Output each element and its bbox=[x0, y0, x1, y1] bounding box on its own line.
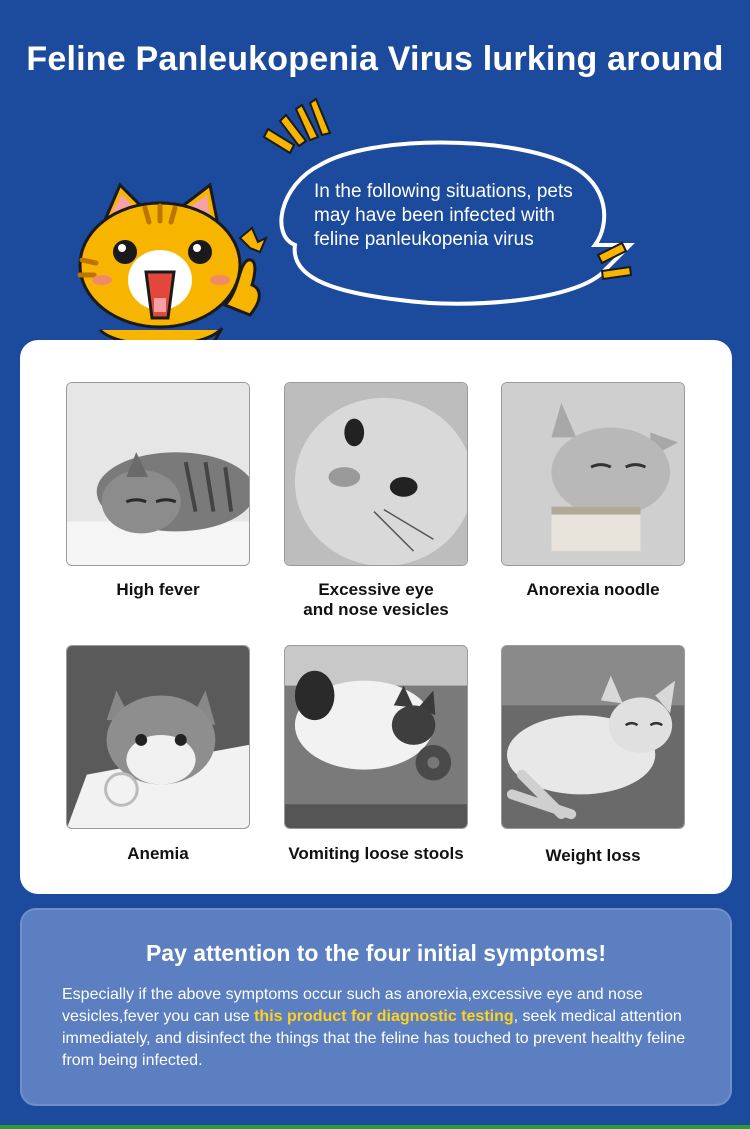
symptom-label: Excessive eye and nose vesicles bbox=[303, 580, 449, 619]
weight-loss-cat-photo bbox=[501, 645, 685, 829]
diagnostic-testing-highlight: this product for diagnostic testing bbox=[254, 1008, 514, 1025]
footer-divider bbox=[0, 1125, 750, 1129]
symptom-label: Weight loss bbox=[545, 846, 641, 865]
bubble-text: In the following situations, pets may have been infected with feline panleukopenia virus bbox=[314, 181, 573, 250]
symptom-label: Anemia bbox=[127, 844, 189, 863]
notice-title: Pay attention to the four initial symptoms! bbox=[145, 940, 607, 966]
symptom-label: Vomiting loose stools bbox=[288, 844, 464, 863]
symptoms-card bbox=[20, 340, 732, 894]
eye-nose-cat-photo bbox=[284, 382, 468, 566]
notice-text: , seek medical attention immediately, and disinfect the things that the feline has touched to prevent healthy feline from being infected. bbox=[62, 1008, 686, 1069]
headline: Feline Panleukopenia Virus lurking around bbox=[26, 40, 724, 78]
high-fever-cat-photo bbox=[66, 382, 250, 566]
anorexia-cat-photo bbox=[501, 382, 685, 566]
notice-panel bbox=[20, 908, 732, 1106]
vomiting-cat-photo bbox=[284, 645, 468, 829]
symptom-label: Anorexia noodle bbox=[526, 580, 660, 599]
symptom-label: High fever bbox=[116, 580, 200, 599]
notice-body bbox=[62, 984, 712, 1072]
notice-text: Especially if the above symptoms occur such as anorexia,excessive eye and nose vesicles,fever you can use bbox=[62, 986, 643, 1025]
cat-mascot-icon bbox=[60, 180, 280, 350]
anemia-cat-photo bbox=[66, 645, 250, 829]
